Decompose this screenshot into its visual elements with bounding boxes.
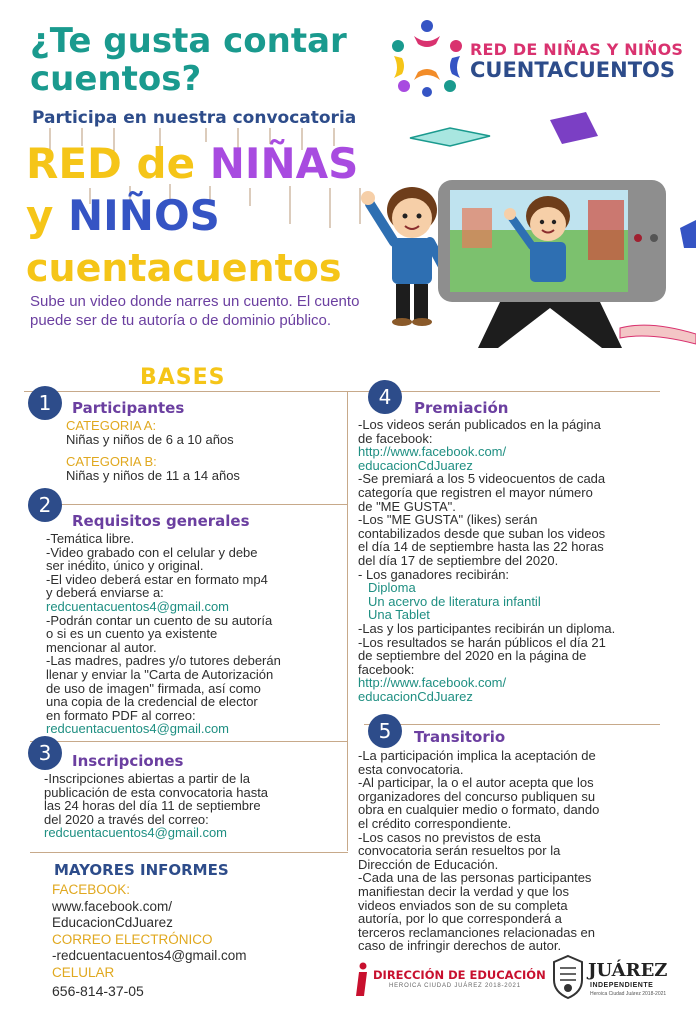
text-line: caso de infringir derechos de autor.	[358, 938, 562, 954]
section-title-participantes: Participantes	[72, 399, 185, 417]
prize-item: Una Tablet	[368, 607, 430, 623]
text-line: -Inscripciones abiertas a partir de la	[44, 771, 250, 786]
seal-icon	[550, 954, 586, 1000]
text-line: facebook:	[358, 661, 415, 677]
big-title-cuentacuentos: cuentacuentos	[26, 246, 342, 290]
text-line: -Se premiará a los 5 videocuentos de cada	[358, 471, 606, 487]
text-line: -El video deberá estar en formato mp4	[46, 571, 268, 587]
big-title-y: y	[26, 191, 54, 240]
text-line: - Los ganadores recibirán:	[358, 566, 510, 582]
illustration	[350, 108, 696, 368]
big-title-ninos: NIÑOS	[68, 191, 220, 240]
big-title-red-de: RED de	[26, 139, 196, 188]
text-line: organizadores del concurso publiquen su	[358, 788, 596, 804]
text-line: en formato PDF al correo:	[46, 707, 196, 723]
category-a-label: CATEGORIA A:	[66, 418, 157, 433]
book-icon	[410, 112, 598, 146]
divider	[364, 724, 660, 725]
text-line: -Los casos no previstos de esta	[358, 829, 541, 845]
text-line: terceros reclamanciones relacionadas en	[358, 924, 596, 940]
facebook-link[interactable]: educacionCdJuarez	[358, 688, 473, 704]
divider	[30, 504, 348, 505]
text-line: y deberá enviarse a:	[46, 585, 164, 601]
text-line: esta convocatoria.	[358, 761, 464, 777]
category-b-desc: Niñas y niños de 11 a 14 años	[66, 467, 240, 483]
text-line: ser inédito, único y original.	[46, 558, 204, 574]
big-title-ninas: NIÑAS	[209, 139, 359, 188]
juarez-logo	[550, 952, 690, 1002]
text-line: de septiembre del 2020 en la página de	[358, 648, 587, 664]
text-line: -Los resultados se harán públicos el día 21	[358, 634, 606, 650]
divider	[30, 852, 348, 853]
text-line: mencionar al autor.	[46, 639, 157, 655]
text-line: el crédito correspondiente.	[358, 815, 512, 831]
phone-number: 656-814-37-05	[52, 983, 144, 999]
title-line-1: ¿Te gusta contar	[30, 21, 347, 61]
facebook-link[interactable]: educacionCdJuarez	[358, 457, 473, 473]
facebook-link[interactable]: http://www.facebook.com/	[358, 675, 507, 691]
section-title-inscripciones: Inscripciones	[72, 752, 184, 770]
phone-label: CELULAR	[52, 964, 115, 980]
divider	[30, 741, 348, 742]
subtitle: Participa en nuestra convocatoria	[32, 108, 357, 128]
facebook-link[interactable]: http://www.facebook.com/	[358, 444, 507, 460]
section-number-4: 4	[368, 380, 402, 414]
section-5-body	[358, 749, 694, 953]
juarez-subtitle: INDEPENDIENTE	[590, 982, 654, 989]
logo-text-line1: RED DE NIÑAS Y NIÑOS	[470, 40, 684, 59]
section-title-requisitos: Requisitos generales	[72, 512, 250, 530]
title-line-2: cuentos?	[30, 59, 202, 99]
bases-title: BASES	[140, 365, 226, 390]
text-line: autoría, por lo que corresponderá a	[358, 911, 562, 927]
text-line: del día 17 de septiembre del 2020.	[358, 552, 559, 568]
section-2-body	[46, 532, 346, 736]
logo-text-line2: CUENTACUENTOS	[470, 58, 676, 82]
text-line: de facebook:	[358, 430, 433, 446]
more-info-title: MAYORES INFORMES	[54, 861, 229, 879]
section-4-body	[358, 418, 694, 703]
direccion-title: DIRECCIÓN DE EDUCACIÓN	[373, 968, 546, 982]
network-logo-icon	[386, 18, 468, 98]
prize-item: Un acervo de literatura infantil	[368, 593, 541, 609]
email-link[interactable]: redcuentacuentos4@gmail.com	[44, 825, 228, 841]
juarez-subtitle-2: Heroica Ciudad Juárez 2018-2021	[590, 991, 667, 997]
direccion-educacion-logo	[355, 962, 546, 998]
prize-item: Diploma	[368, 580, 416, 596]
text-line: llenar y enviar la "Carta de Autorización	[46, 666, 274, 682]
text-line: publicación de esta convocatoria hasta	[44, 784, 269, 800]
section-title-premiacion: Premiación	[414, 399, 509, 417]
text-line: manifiestan decir la verdad y que los	[358, 883, 570, 899]
text-line: -La participación implica la aceptación de	[358, 748, 596, 763]
text-line: -Las madres, padres y/o tutores deberán	[46, 653, 281, 669]
text-line: contabilizados desde que suban los videos	[358, 525, 606, 541]
more-info-list	[52, 882, 247, 1000]
tablet-illustration	[438, 180, 666, 348]
text-line: categoría que registren el mayor número	[358, 484, 593, 500]
big-title	[26, 138, 376, 294]
text-line: Dirección de Educación.	[358, 856, 499, 872]
info-i-icon	[355, 962, 369, 996]
email-link[interactable]: redcuentacuentos4@gmail.com	[46, 721, 230, 737]
section-number-2: 2	[28, 488, 62, 522]
text-line: una copia de la credencial de elector	[46, 694, 258, 710]
section-3-body	[44, 772, 344, 840]
intro-text: Sube un video donde narres un cuento. El cuento puede ser de tu autoría o de dominio público.	[30, 293, 360, 329]
email-link[interactable]: redcuentacuentos4@gmail.com	[46, 598, 230, 614]
facebook-url-line1[interactable]: www.facebook.com/	[52, 898, 173, 914]
text-line: o si es un cuento ya existente	[46, 626, 218, 642]
text-line: del 2020 a través del correo:	[44, 811, 209, 827]
section-number-1: 1	[28, 386, 62, 420]
column-divider	[347, 391, 348, 851]
text-line: -Cada una de las personas participantes	[358, 870, 592, 886]
section-number-5: 5	[368, 714, 402, 748]
text-line: videos enviados son de su completa	[358, 897, 568, 913]
facebook-label: FACEBOOK:	[52, 882, 131, 897]
text-line: -Video grabado con el celular y debe	[46, 544, 258, 560]
text-line: las 24 horas del día 11 de septiembre	[44, 798, 261, 814]
email-label: CORREO ELECTRÓNICO	[52, 931, 213, 947]
text-line: -Los videos serán publicados en la página	[358, 417, 601, 432]
text-line: obra en cualquier medio o formato, dando	[358, 802, 600, 818]
boy-illustration	[361, 187, 444, 326]
section-title-transitorio: Transitorio	[414, 728, 506, 746]
category-b-label: CATEGORIA B:	[66, 453, 157, 469]
page-title	[30, 22, 390, 98]
category-a-desc: Niñas y niños de 6 a 10 años	[66, 432, 234, 447]
divider	[24, 391, 660, 392]
text-line: de uso de imagen" firmada, así como	[46, 680, 261, 696]
text-line: de "ME GUSTA".	[358, 498, 456, 514]
contact-email[interactable]: -redcuentacuentos4@gmail.com	[52, 948, 247, 963]
text-line: el día 14 de septiembre hasta las 22 horas	[358, 539, 604, 555]
direccion-subtitle: HEROICA CIUDAD JUÁREZ 2018-2021	[389, 983, 521, 989]
facebook-url-line2[interactable]: EducacionCdJuarez	[52, 915, 173, 930]
juarez-title: JUÁREZ	[588, 960, 668, 981]
section-number-3: 3	[28, 736, 62, 770]
text-line: -Temática libre.	[46, 531, 135, 546]
text-line: -Podrán contar un cuento de su autoría	[46, 612, 273, 628]
text-line: -Las y los participantes recibirán un diploma.	[358, 620, 616, 636]
text-line: convocatoria serán resueltos por la	[358, 843, 561, 859]
text-line: -Al participar, la o el autor acepta que los	[358, 775, 594, 791]
text-line: -Los "ME GUSTA" (likes) serán	[358, 512, 538, 528]
section-1-body	[66, 418, 240, 482]
